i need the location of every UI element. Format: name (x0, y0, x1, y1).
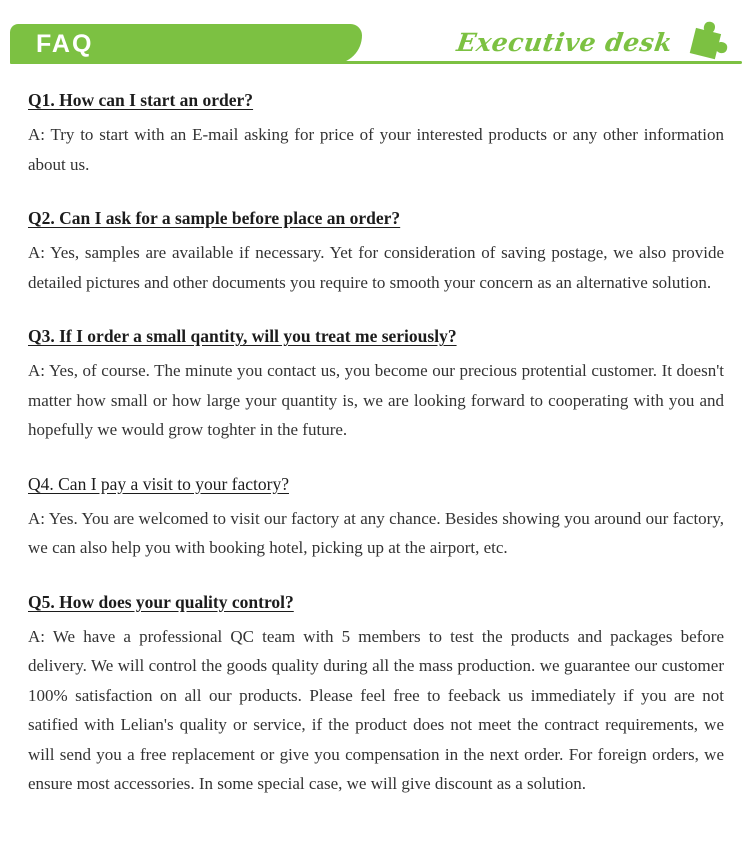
puzzle-icon (683, 11, 739, 67)
faq-question: Q2. Can I ask for a sample before place an order? (28, 208, 401, 228)
faq-question: Q5. How does your quality control? (28, 591, 294, 612)
faq-content (0, 66, 750, 799)
faq-answer: A: Yes, samples are available if necessary. Yet for consideration of saving postage, we also provide detailed pictures and other documents you require to smooth your concern as an alternative solution. (28, 243, 724, 292)
page-title: FAQ (36, 30, 94, 58)
faq-banner (10, 24, 362, 64)
header-divider (10, 61, 742, 64)
faq-answer: A: Yes. You are welcomed to visit our factory at any chance. Besides showing you around our factory, we can also help you with booking hotel, picking up at the airport, etc. (28, 508, 724, 557)
faq-question: Q3. If I order a small qantity, will you treat me seriously? (28, 326, 457, 346)
faq-item-1 (28, 90, 724, 179)
faq-answer: A: Try to start with an E-mail asking for price of your interested products or any other information about us. (28, 125, 724, 174)
faq-answer: A: We have a professional QC team with 5 members to test the products and packages before delivery. We will control the goods quality during all the mass production. we guarantee our customer 100% satisfaction on all our products. Please feel free to feeback us immediately if you are not satified with Lelian's quality or service, if the product does not meet the contract requirements, we will send you a free replacement or give you compensation in the next order. For foreign orders, we ensure most accessories. In some special case, we will give discount as a solution. (28, 626, 724, 793)
brand-script-text: Executive desk (454, 28, 675, 57)
faq-question: Q4. Can I pay a visit to your factory? (28, 473, 289, 494)
faq-item-3 (28, 326, 724, 445)
faq-item-2 (28, 208, 724, 297)
page-header (0, 0, 750, 66)
faq-item-4 (28, 474, 724, 563)
faq-answer: A: Yes, of course. The minute you contact us, you become our precious protential customer. It doesn't matter how small or how large your quantity is, we are looking forward to cooperating with you and hopefully we would grow toghter in the future. (28, 361, 724, 439)
faq-question: Q1. How can I start an order? (28, 90, 254, 110)
faq-item-5 (28, 592, 724, 799)
